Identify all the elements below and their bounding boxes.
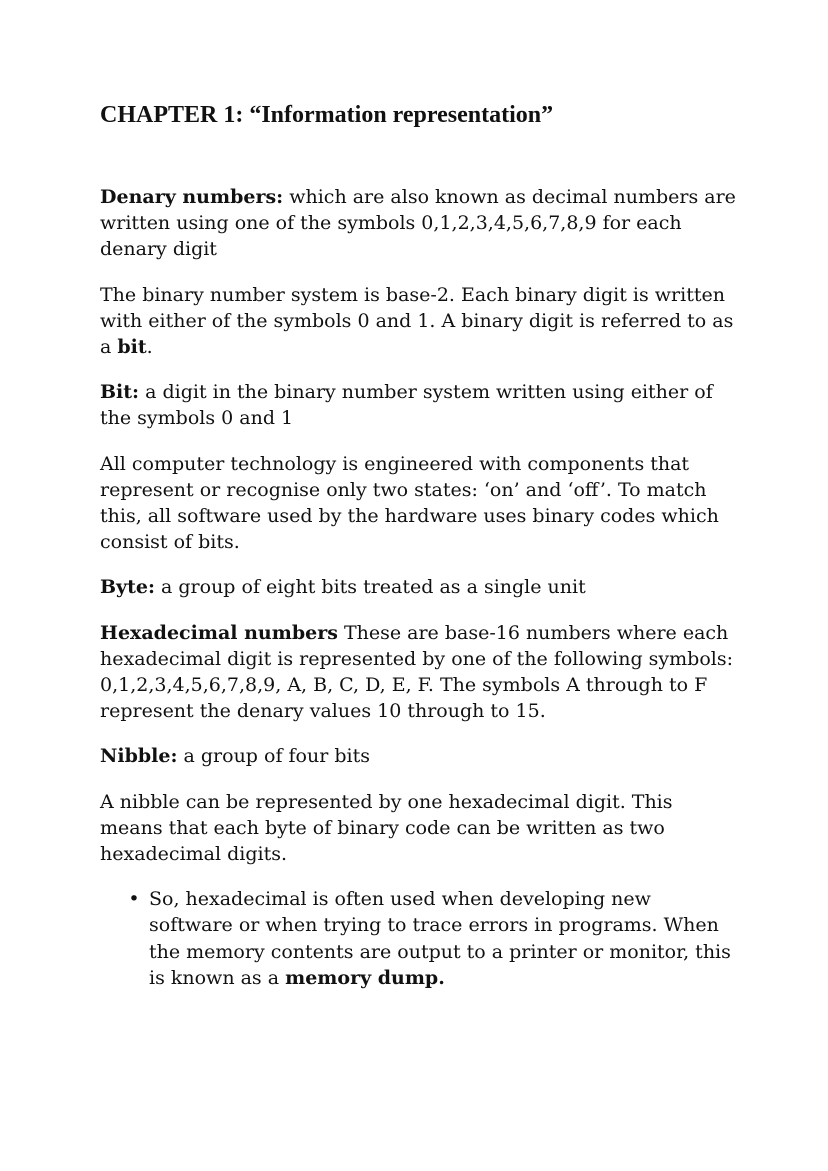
list-item — [100, 886, 740, 991]
binary-system-period: . — [146, 336, 153, 359]
definition-hexadecimal-numbers: These are base-16 numbers where each hexadecimal digit is represented by one of the following symbols: 0,1,2,3,4,5,6,7,8,9, A, B, C, D, E, F. The symbols A through to F represent the denary values 10 through to 15. — [100, 621, 733, 723]
document-body — [100, 184, 740, 991]
term-memory-dump: memory dump. — [285, 966, 445, 989]
term-bit: Bit: — [100, 381, 140, 404]
definition-byte: a group of eight bits treated as a single unit — [154, 576, 586, 599]
paragraph-denary-numbers — [100, 184, 740, 263]
chapter-title: CHAPTER 1: “Information representation” — [100, 102, 554, 128]
bullet-list — [100, 886, 740, 991]
term-byte: Byte: — [100, 576, 155, 599]
term-nibble: Nibble: — [100, 745, 178, 768]
bullet-point-icon: • — [128, 888, 140, 911]
paragraph-nibble-definition — [100, 743, 740, 769]
paragraph-hexadecimal-numbers — [100, 620, 740, 725]
computer-technology-text: All computer technology is engineered with components that represent or recognise only two states: ‘on’ and ‘off’. To match this, all software used by the hardware uses binary codes which consist of bits. — [100, 452, 719, 554]
memory-dump-text: So, hexadecimal is often used when developing new software or when trying to trace errors in programs. When the memory contents are output to a printer or monitor, this is known as a — [149, 888, 731, 989]
binary-system-text: The binary number system is base-2. Each binary digit is written with either of the symbols 0 and 1. A binary digit is referred to as a — [100, 283, 734, 359]
paragraph-computer-technology — [100, 451, 740, 556]
paragraph-binary-system — [100, 282, 740, 361]
term-bit-inline: bit — [117, 336, 147, 359]
term-denary-numbers: Denary numbers: — [100, 186, 284, 208]
nibble-hex-text: A nibble can be represented by one hexadecimal digit. This means that each byte of binary code can be written as two hexadecimal digits. — [100, 790, 673, 866]
paragraph-byte-definition — [100, 574, 740, 600]
definition-nibble: a group of four bits — [177, 745, 370, 768]
paragraph-nibble-hex — [100, 789, 740, 868]
term-hexadecimal-numbers: Hexadecimal numbers — [100, 621, 338, 644]
definition-denary-numbers: which are also known as decimal numbers are written using one of the symbols 0,1,2,3,4,5,6,7,8,9 for each denary digit — [100, 186, 736, 261]
paragraph-bit-definition — [100, 379, 740, 431]
definition-bit: a digit in the binary number system written using either of the symbols 0 and 1 — [100, 381, 713, 430]
